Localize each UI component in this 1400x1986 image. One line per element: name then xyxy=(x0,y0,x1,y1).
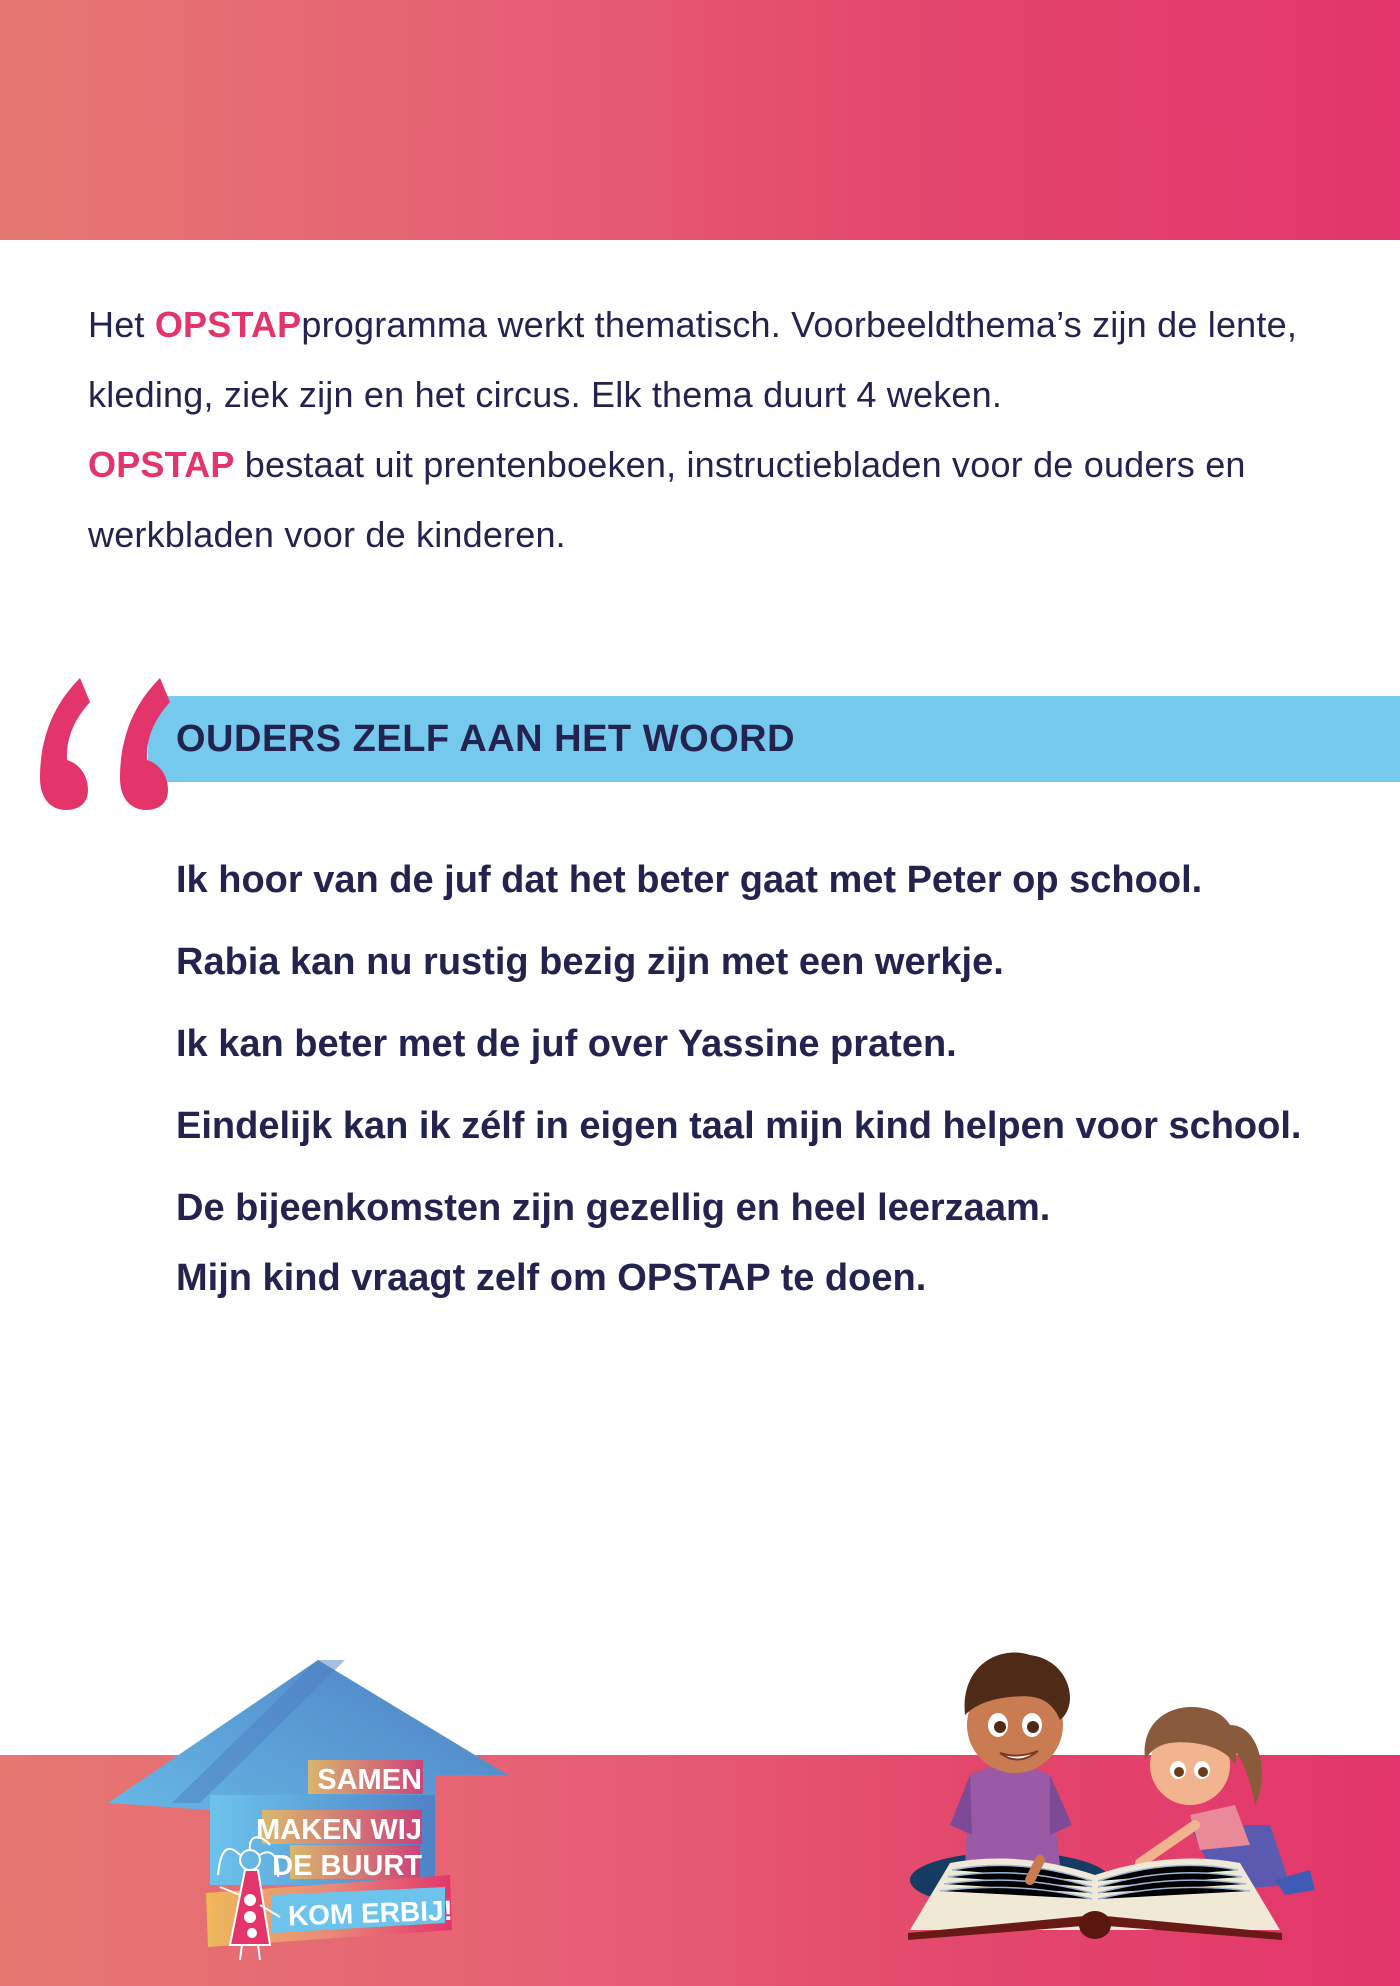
testimonial: Rabia kan nu rustig bezig zijn met een werkje. xyxy=(176,941,1004,983)
quote-open-icon xyxy=(22,670,177,810)
brand-name: OPSTAP xyxy=(154,304,302,345)
testimonial: Ik hoor van de juf dat het beter gaat met Peter op school. xyxy=(176,859,1203,901)
intro-text-1: programma werkt thematisch. Voorbeeldthema’s zijn de lente, kleding, ziek zijn en het circus. Elk thema duurt 4 weken. xyxy=(88,304,1298,415)
house-logo-icon xyxy=(100,1655,520,1965)
testimonial: Eindelijk kan ik zélf in eigen taal mijn kind helpen voor school. xyxy=(176,1105,1302,1147)
testimonial: Mijn kind vraagt zelf om OPSTAP te doen. xyxy=(176,1257,927,1299)
testimonial: Ik kan beter met de juf over Yassine praten. xyxy=(176,1023,957,1065)
children-reading-book-illustration xyxy=(890,1625,1320,1955)
brand-name: OPSTAP xyxy=(88,444,235,485)
intro-paragraph xyxy=(88,290,1338,570)
intro-text-2: bestaat uit prentenboeken, instructiebladen voor de ouders en werkbladen voor de kinderen. xyxy=(88,444,1246,555)
header-gradient-band xyxy=(0,0,1400,240)
testimonials-list xyxy=(176,845,1326,1325)
logo-cta: KOM ERBIJ! xyxy=(287,1894,454,1932)
logo-line-2: MAKEN WIJ xyxy=(256,1814,422,1846)
logo-line-3: DE BUURT xyxy=(272,1850,422,1882)
intro-prefix: Het xyxy=(88,304,155,345)
testimonial: De bijeenkomsten zijn gezellig en heel leerzaam. xyxy=(176,1187,1051,1229)
logo-line-1: SAMEN xyxy=(317,1764,422,1796)
section-title: OUDERS ZELF AAN HET WOORD xyxy=(176,718,796,760)
